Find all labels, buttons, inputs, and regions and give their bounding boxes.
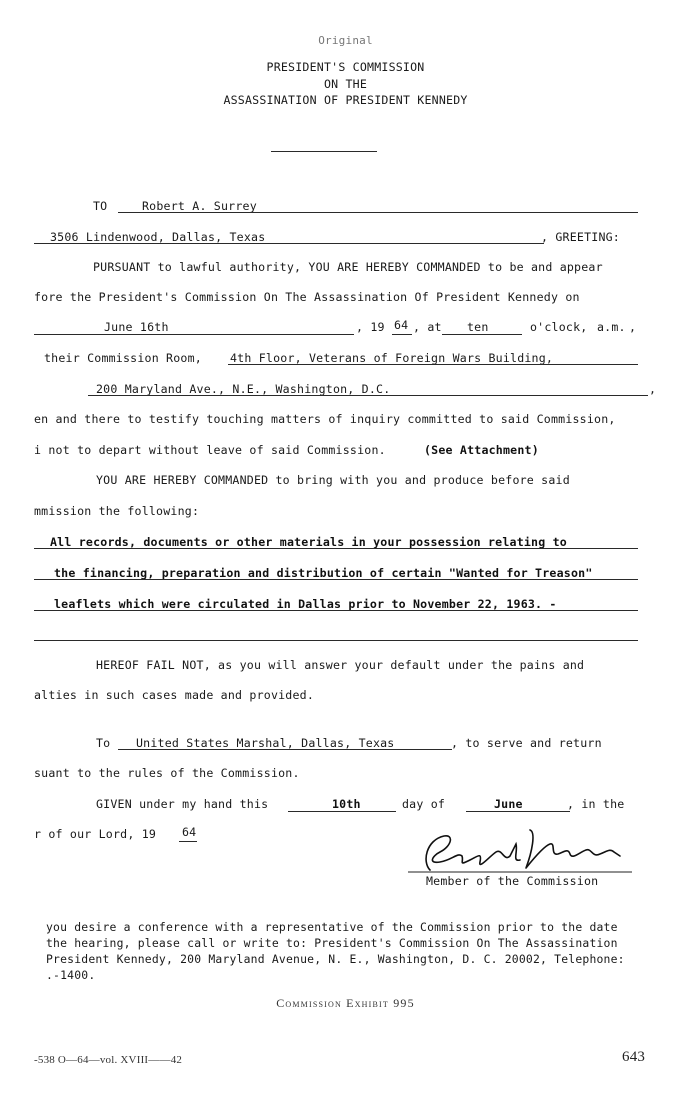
given-month: June bbox=[494, 797, 523, 811]
to-label: TO bbox=[93, 199, 108, 213]
given-label: GIVEN under my hand this bbox=[96, 797, 269, 811]
header-line-2: ON THE bbox=[323, 77, 368, 91]
note-line-2: the hearing, please call or write to: President's Commission On The Assassination bbox=[46, 936, 618, 950]
given-day: 10th bbox=[332, 797, 361, 811]
item-underline-4 bbox=[34, 640, 638, 641]
item-line-1: All records, documents or other materials in your possession relating to bbox=[50, 535, 567, 549]
room-prefix: their Commission Room, bbox=[44, 351, 202, 365]
day-of-label: day of bbox=[402, 797, 446, 811]
header-line-1: PRESIDENT'S COMMISSION bbox=[266, 60, 425, 74]
note-line-3: President Kennedy, 200 Maryland Avenue, N. E., Washington, D. C. 20002, Telephone: bbox=[46, 952, 625, 966]
recipient-name: Robert A. Surrey bbox=[142, 199, 257, 213]
year-underline bbox=[392, 334, 412, 335]
marshal-underline bbox=[118, 749, 452, 750]
room-underline bbox=[228, 364, 638, 365]
day-underline bbox=[288, 811, 396, 812]
recipient-address: 3506 Lindenwood, Dallas, Texas bbox=[50, 230, 266, 244]
page-number: 643 bbox=[622, 1049, 646, 1065]
commission-line: fore the President's Commission On The Assassination Of President Kennedy on bbox=[34, 290, 580, 304]
date-underline bbox=[34, 334, 354, 335]
greeting: , GREETING: bbox=[541, 230, 620, 244]
exhibit-label: Commission Exhibit 995 bbox=[276, 996, 415, 1010]
member-label: Member of the Commission bbox=[426, 874, 599, 888]
depart-line: i not to depart without leave of said Commission. bbox=[34, 443, 386, 457]
fail-not-line: HEREOF FAIL NOT, as you will answer your default under the pains and bbox=[96, 658, 585, 672]
see-attachment: (See Attachment) bbox=[424, 443, 539, 457]
penalties-line: alties in such cases made and provided. bbox=[34, 688, 315, 702]
appearance-year: 64 bbox=[394, 318, 409, 332]
to-marshal-label: To bbox=[96, 736, 111, 750]
item-line-2: the financing, preparation and distribution of certain "Wanted for Treason" bbox=[54, 566, 593, 580]
am-pm: a.m. bbox=[597, 320, 626, 334]
lord-year-underline bbox=[179, 841, 197, 842]
item-underline-1 bbox=[34, 548, 638, 549]
note-line-4: .-1400. bbox=[46, 968, 96, 982]
appearance-date: June 16th bbox=[104, 320, 169, 334]
month-underline bbox=[466, 811, 570, 812]
lord-line: r of our Lord, 19 bbox=[34, 827, 157, 841]
street-address: 200 Maryland Ave., N.E., Washington, D.C. bbox=[96, 382, 391, 396]
address-underline bbox=[34, 243, 544, 244]
item-underline-3 bbox=[34, 610, 638, 611]
original-stamp: Original bbox=[318, 34, 373, 47]
rules-line: suant to the rules of the Commission. bbox=[34, 766, 300, 780]
at-label: , at bbox=[413, 320, 442, 334]
header-line-3: ASSASSINATION OF PRESIDENT KENNEDY bbox=[223, 93, 468, 107]
commanded-line: YOU ARE HEREBY COMMANDED to bring with you and produce before said bbox=[96, 473, 570, 487]
lord-year: 64 bbox=[182, 825, 197, 839]
following-line: mmission the following: bbox=[34, 504, 200, 518]
pursuant-line: PURSUANT to lawful authority, YOU ARE HEREBY COMMANDED to be and appear bbox=[93, 260, 603, 274]
serve-return: , to serve and return bbox=[451, 736, 602, 750]
recipient-underline bbox=[118, 212, 638, 213]
header-rule bbox=[271, 151, 377, 152]
street-comma: , bbox=[649, 382, 657, 396]
marshal-name: United States Marshal, Dallas, Texas bbox=[136, 736, 395, 750]
testify-line: en and there to testify touching matters of inquiry committed to said Commission, bbox=[34, 412, 616, 426]
note-line-1: you desire a conference with a representative of the Commission prior to the date bbox=[46, 920, 618, 934]
item-underline-2 bbox=[34, 579, 638, 580]
commission-room: 4th Floor, Veterans of Foreign Wars Building, bbox=[230, 351, 554, 365]
oclock-label: o'clock, bbox=[530, 320, 588, 334]
appearance-hour: ten bbox=[467, 320, 489, 334]
year-prefix: , 19 bbox=[356, 320, 385, 334]
item-line-3: leaflets which were circulated in Dallas prior to November 22, 1963. - bbox=[54, 597, 557, 611]
commissioner-signature bbox=[400, 822, 640, 878]
print-line: -538 O—64—vol. XVIII——42 bbox=[34, 1054, 183, 1066]
hour-underline bbox=[442, 334, 522, 335]
ampm-comma: , bbox=[629, 320, 637, 334]
street-underline bbox=[88, 395, 648, 396]
in-the-label: , in the bbox=[567, 797, 625, 811]
